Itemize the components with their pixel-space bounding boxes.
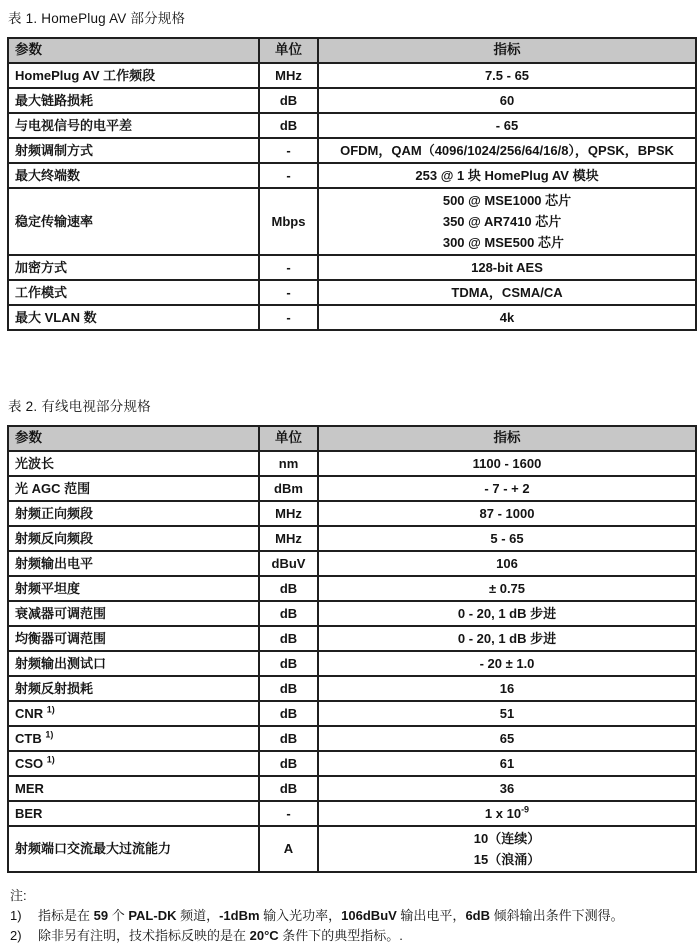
- param-cell: CTB $^{1)}$: [8, 726, 259, 751]
- unit-cell: -: [259, 801, 318, 826]
- param-cell: 射频反向频段: [8, 526, 259, 551]
- value-cell: - 65: [318, 113, 696, 138]
- table-row: [8, 601, 696, 626]
- param-cell: 射频输出测试口: [8, 651, 259, 676]
- unit-cell: dB: [259, 651, 318, 676]
- param-cell: 最大终端数: [8, 163, 259, 188]
- value-cell: 61: [318, 751, 696, 776]
- param-cell: CSO $^{1)}$: [8, 751, 259, 776]
- unit-cell: MHz: [259, 501, 318, 526]
- param-cell: 射频反射损耗: [8, 676, 259, 701]
- value-cell: ± 0.75: [318, 576, 696, 601]
- unit-cell: dBm: [259, 476, 318, 501]
- table-row: [8, 701, 696, 726]
- param-cell: CNR $^{1)}$: [8, 701, 259, 726]
- unit-cell: dB: [259, 776, 318, 801]
- note-text: 指标是在 59 个 PAL-DK 频道，-1dBm 输入光功率，106dBuV 输出电平，6dB 倾斜输出条件下测得。: [38, 908, 624, 923]
- catv-spec-table: [7, 425, 697, 873]
- table-row: [8, 163, 696, 188]
- unit-cell: dBuV: [259, 551, 318, 576]
- unit-cell: -: [259, 280, 318, 305]
- value-cell: 36: [318, 776, 696, 801]
- unit-cell: MHz: [259, 526, 318, 551]
- value-cell: 60: [318, 88, 696, 113]
- unit-cell: dB: [259, 751, 318, 776]
- table-row: [8, 651, 696, 676]
- note-item: [10, 906, 695, 926]
- unit-cell: dB: [259, 726, 318, 751]
- unit-cell: dB: [259, 576, 318, 601]
- unit-cell: MHz: [259, 63, 318, 88]
- value-line: 300 @ MSE500 芯片: [442, 235, 564, 250]
- table-row: [8, 801, 696, 826]
- unit-cell: dB: [259, 676, 318, 701]
- value-cell: 4k: [318, 305, 696, 330]
- value-cell: 1100 - 1600: [318, 451, 696, 476]
- table-row: [8, 676, 696, 701]
- unit-cell: dB: [259, 113, 318, 138]
- param-cell: 衰减器可调范围: [8, 601, 259, 626]
- param-cell: 加密方式: [8, 255, 259, 280]
- unit-cell: dB: [259, 701, 318, 726]
- unit-cell: A: [259, 826, 318, 872]
- param-cell: 均衡器可调范围: [8, 626, 259, 651]
- multiline-value: [325, 828, 689, 870]
- param-cell: 射频输出电平: [8, 551, 259, 576]
- table-row: [8, 501, 696, 526]
- multiline-value: [443, 190, 571, 253]
- unit-cell: Mbps: [259, 188, 318, 255]
- param-column-header: 参数: [8, 426, 259, 451]
- unit-cell: -: [259, 305, 318, 330]
- param-column-header: 参数: [8, 38, 259, 63]
- value-cell: 5 - 65: [318, 526, 696, 551]
- value-cell: 51: [318, 701, 696, 726]
- param-cell: 工作模式: [8, 280, 259, 305]
- unit-cell: -: [259, 138, 318, 163]
- table-row: [8, 63, 696, 88]
- param-cell: 射频正向频段: [8, 501, 259, 526]
- param-cell: HomePlug AV 工作频段: [8, 63, 259, 88]
- table-row: [8, 726, 696, 751]
- note-text: 除非另有注明，技术指标反映的是在 20°C 条件下的典型指标。.: [38, 928, 403, 943]
- table2-title: 表 2. 有线电视部分规格: [8, 399, 151, 414]
- table-row: [8, 576, 696, 601]
- unit-column-header: 单位: [259, 38, 318, 63]
- value-cell: 7.5 - 65: [318, 63, 696, 88]
- table-row: [8, 526, 696, 551]
- note-number: 1): [10, 908, 22, 923]
- value-cell: 0 - 20, 1 dB 步进: [318, 601, 696, 626]
- param-cell: BER: [8, 801, 259, 826]
- param-cell: MER: [8, 776, 259, 801]
- value-cell: OFDM，QAM（4096/1024/256/64/16/8），QPSK，BPSK: [318, 138, 696, 163]
- value-cell: 128-bit AES: [318, 255, 696, 280]
- param-cell: 射频调制方式: [8, 138, 259, 163]
- value-column-header: 指标: [318, 38, 696, 63]
- table-row: [8, 188, 696, 255]
- param-cell: 最大链路损耗: [8, 88, 259, 113]
- table-row: [8, 113, 696, 138]
- table-row: [8, 305, 696, 330]
- value-cell: 0 - 20, 1 dB 步进: [318, 626, 696, 651]
- value-line: 15（浪涌）: [473, 852, 541, 867]
- value-cell: - 20 ± 1.0: [318, 651, 696, 676]
- value-cell: 1 x $10^{-9}$: [318, 801, 696, 826]
- table-row: [8, 280, 696, 305]
- value-column-header: 指标: [318, 426, 696, 451]
- value-cell: 16: [318, 676, 696, 701]
- homeplug-av-spec-table: [7, 37, 697, 331]
- param-cell: 与电视信号的电平差: [8, 113, 259, 138]
- table-row: [8, 626, 696, 651]
- param-cell: 光 AGC 范围: [8, 476, 259, 501]
- value-cell: 253 @ 1 块 HomePlug AV 模块: [318, 163, 696, 188]
- value-cell: TDMA，CSMA/CA: [318, 280, 696, 305]
- table-row: [8, 255, 696, 280]
- table-row: [8, 751, 696, 776]
- footnotes: [7, 886, 695, 946]
- table1-body: [8, 63, 696, 330]
- value-cell: [318, 188, 696, 255]
- param-cell: 射频端口交流最大过流能力: [8, 826, 259, 872]
- unit-cell: nm: [259, 451, 318, 476]
- table-row: [8, 451, 696, 476]
- notes-list: [7, 906, 695, 946]
- unit-cell: dB: [259, 626, 318, 651]
- value-cell: [318, 826, 696, 872]
- param-cell: 稳定传输速率: [8, 188, 259, 255]
- value-line: 10（连续）: [473, 831, 541, 846]
- unit-cell: dB: [259, 601, 318, 626]
- param-cell: 射频平坦度: [8, 576, 259, 601]
- value-cell: 106: [318, 551, 696, 576]
- footnote-marker: 1): [46, 704, 55, 715]
- table-row: [8, 476, 696, 501]
- notes-label: 注:: [10, 888, 27, 903]
- table-row: [8, 88, 696, 113]
- header-row: [8, 426, 696, 451]
- unit-cell: -: [259, 163, 318, 188]
- unit-column-header: 单位: [259, 426, 318, 451]
- value-cell: - 7 - + 2: [318, 476, 696, 501]
- note-item: [10, 926, 695, 946]
- param-cell: 最大 VLAN 数: [8, 305, 259, 330]
- table-row: [8, 551, 696, 576]
- value-line: 350 @ AR7410 芯片: [442, 214, 562, 229]
- value-cell: 87 - 1000: [318, 501, 696, 526]
- table-row: [8, 826, 696, 872]
- value-line: 500 @ MSE1000 芯片: [442, 193, 572, 208]
- table-row: [8, 138, 696, 163]
- note-number: 2): [10, 928, 22, 943]
- param-cell: 光波长: [8, 451, 259, 476]
- unit-cell: -: [259, 255, 318, 280]
- table1-title: 表 1. HomePlug AV 部分规格: [8, 11, 186, 26]
- unit-cell: dB: [259, 88, 318, 113]
- table2-header: [8, 426, 696, 451]
- exponent: -9: [521, 804, 530, 815]
- table1-header: [8, 38, 696, 63]
- header-row: [8, 38, 696, 63]
- table2-body: [8, 451, 696, 872]
- table-row: [8, 776, 696, 801]
- footnote-marker: 1): [46, 754, 55, 765]
- value-cell: 65: [318, 726, 696, 751]
- footnote-marker: 1): [45, 729, 54, 740]
